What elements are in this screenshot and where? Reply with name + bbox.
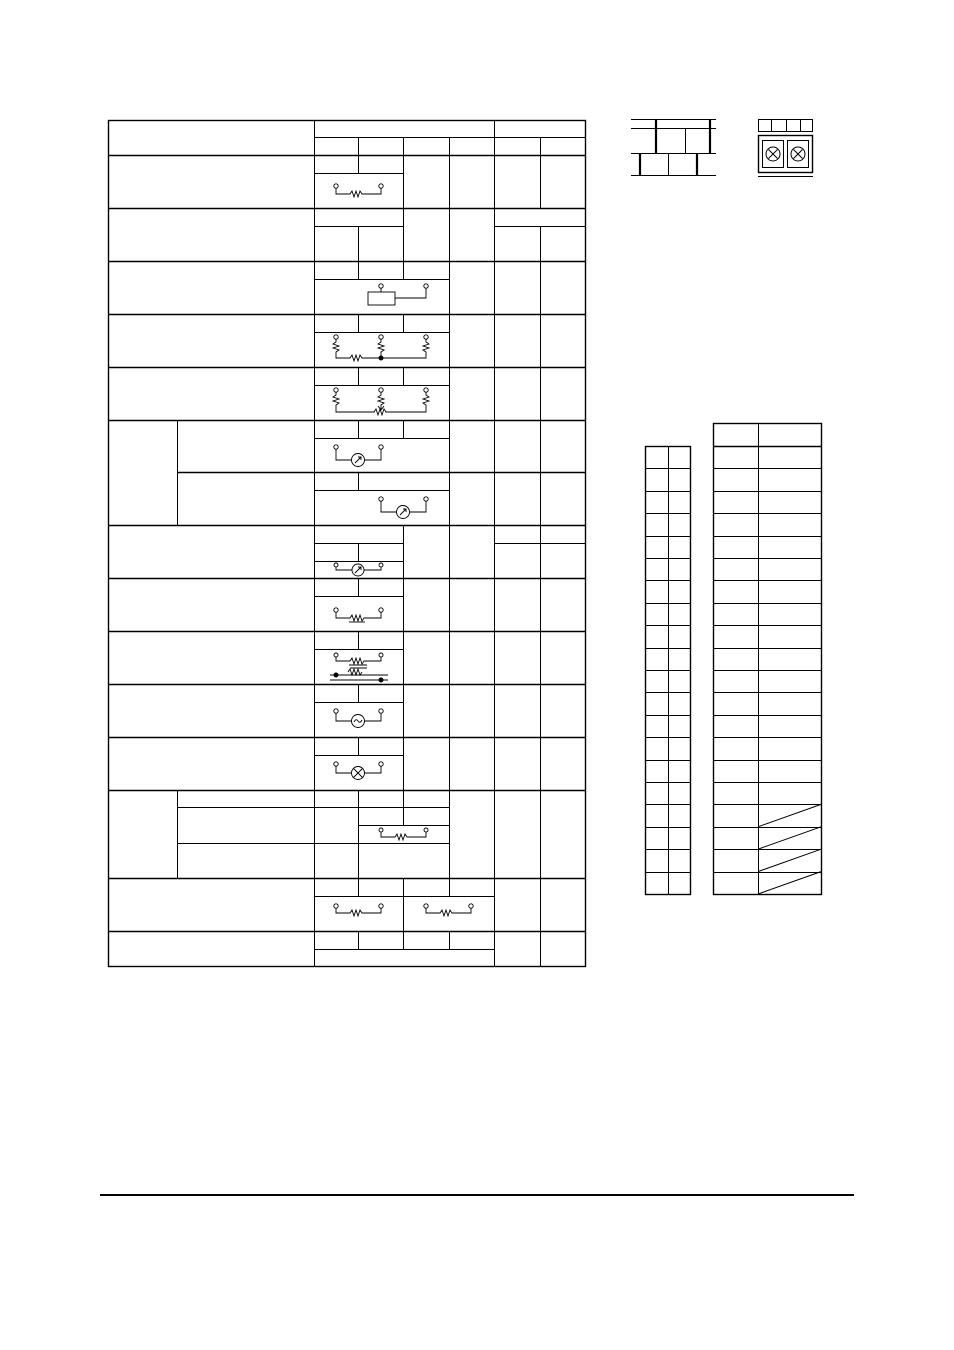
- value-table-slash: [758, 872, 821, 894]
- value-table: [713, 423, 822, 895]
- terminal-block-side-icon: [631, 119, 716, 176]
- resistor-icon: [334, 184, 383, 197]
- row-10: [314, 684, 404, 737]
- row-8: [314, 578, 404, 631]
- row-6b: [314, 472, 449, 491]
- row-6a: [314, 420, 449, 439]
- dual-inductor-icon: [330, 653, 388, 683]
- row-12: [177, 790, 449, 878]
- number-grid: [645, 446, 691, 895]
- value-table-slash: [758, 804, 821, 826]
- value-table-slash: [758, 849, 821, 871]
- lamp-icon: [334, 762, 383, 780]
- boxed-resistor-icon: [368, 284, 428, 305]
- ammeter-icon: [334, 563, 383, 576]
- row-11: [314, 737, 404, 790]
- resistor-icon: [379, 828, 428, 840]
- spec-table: [108, 120, 586, 967]
- ac-source-icon: [334, 709, 383, 728]
- row-14: [314, 931, 494, 950]
- ammeter-right-icon: [379, 497, 428, 519]
- row-13: [314, 878, 494, 931]
- row-4: [314, 314, 449, 333]
- triple-resistor-wiper-icon: [333, 388, 429, 415]
- row-5: [314, 367, 449, 386]
- row-9: [314, 631, 404, 684]
- value-table-slash: [758, 827, 821, 849]
- row-1: [314, 155, 403, 174]
- table-header: [314, 120, 585, 155]
- ammeter-icon: [334, 445, 383, 467]
- row-3: [314, 261, 449, 280]
- terminal-block-screw-icon: [758, 119, 813, 177]
- triple-resistor-junction-icon: [333, 335, 429, 361]
- inductor-icon: [334, 608, 383, 622]
